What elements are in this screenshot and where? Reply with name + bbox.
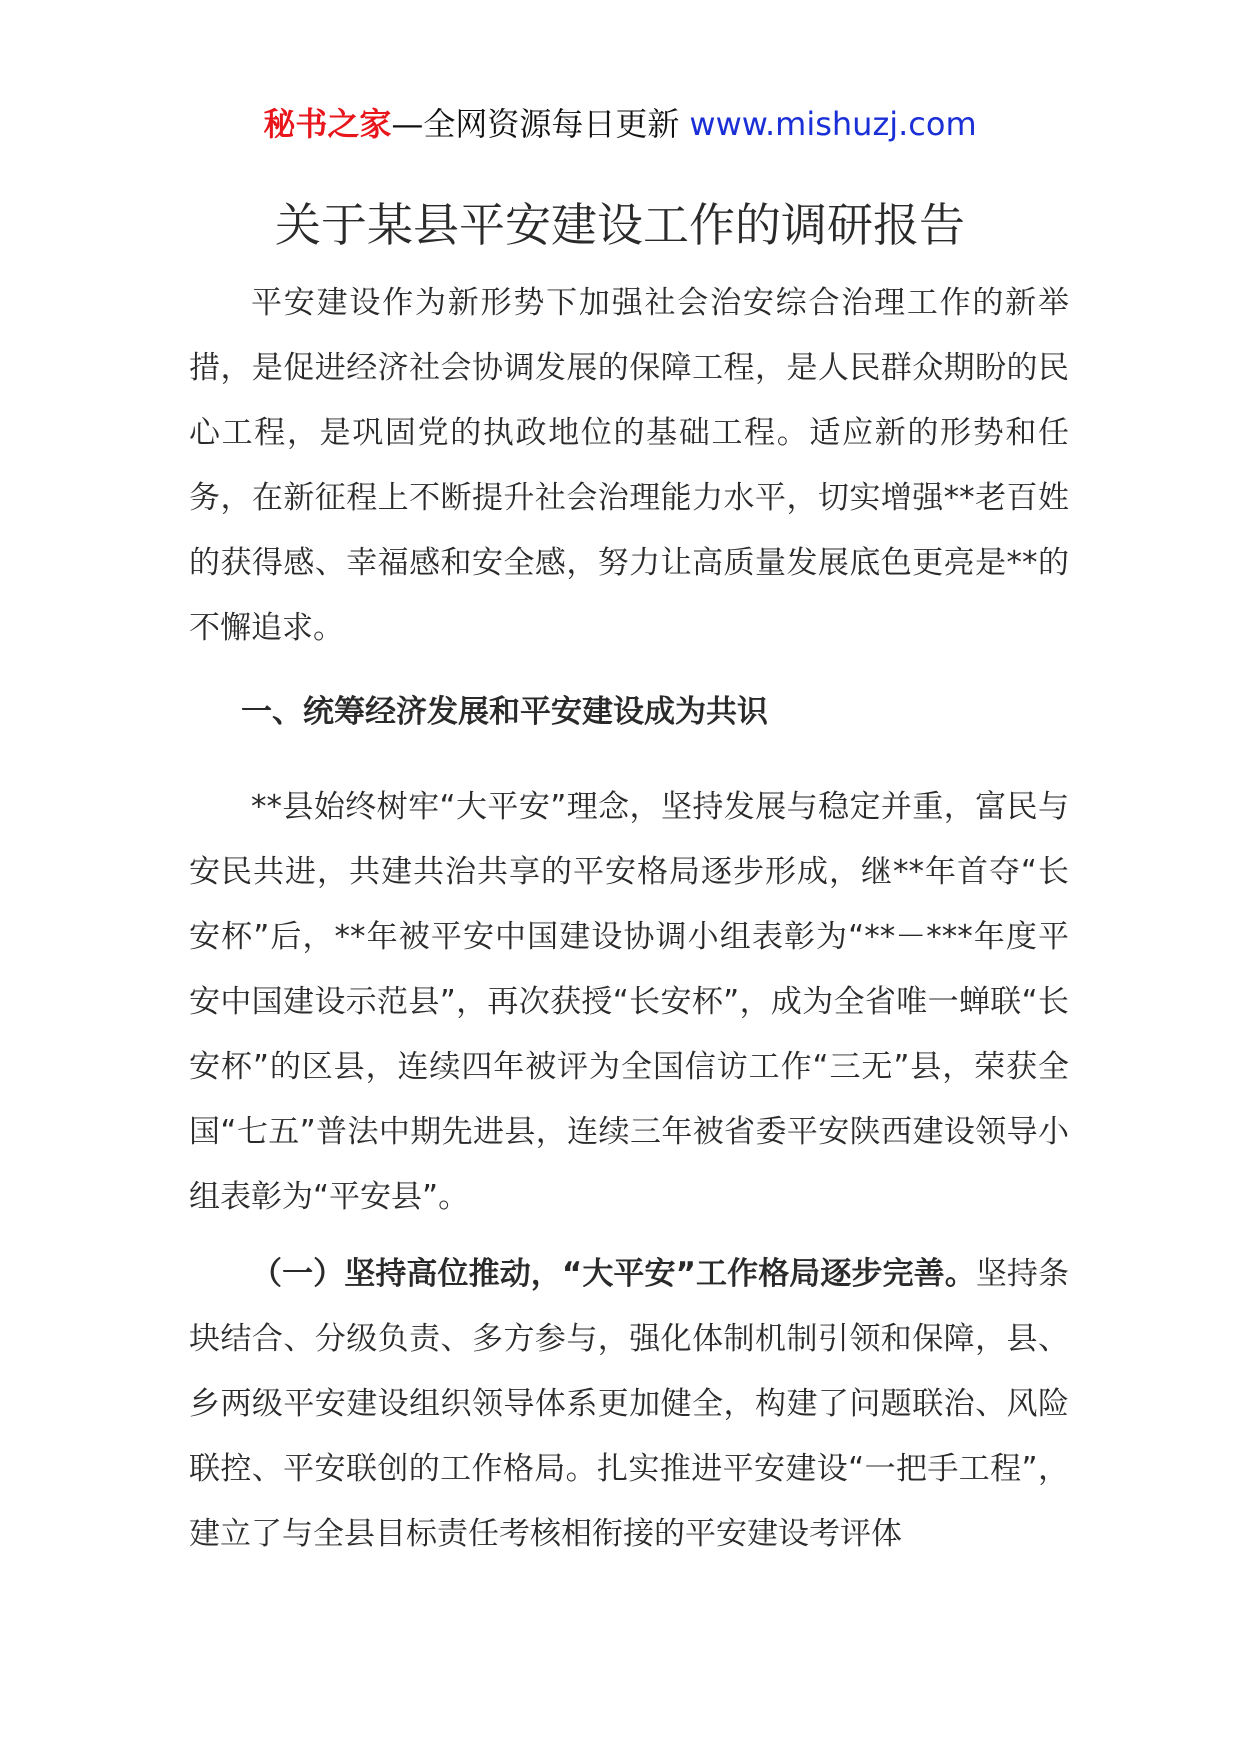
site-url-link[interactable]: www.mishuzj.com xyxy=(689,105,977,143)
section1-paragraph: **县始终树牢“大平安”理念，坚持发展与稳定并重，富民与安民共进，共建共治共享的平安格局逐步形成，继**年首夺“长安杯”后，**年被平安中国建设协调小组表彰为“**－***年度平安中国建设示范县”，再次获授“长安杯”，成为全省唯一蝉联“长安杯”的区县，连续四年被评为全国信访工作“三无”县，荣获全国“七五”普法中期先进县，连续三年被省委平安陕西建设领导小组表彰为“平安县”。 xyxy=(189,789,1069,1215)
site-header xyxy=(0,100,1240,148)
intro-paragraph-block xyxy=(189,271,1069,661)
section1-paragraph-block xyxy=(189,775,1069,1230)
subsection1-paragraph xyxy=(189,1242,1069,1567)
subsection-heading-1: （一）坚持高位推动，“大平安”工作格局逐步完善。 xyxy=(251,1256,976,1292)
intro-paragraph: 平安建设作为新形势下加强社会治安综合治理工作的新举措，是促进经济社会协调发展的保障工程，是人民群众期盼的民心工程，是巩固党的执政地位的基础工程。适应新的形势和任务，在新征程上不断提升社会治理能力水平，切实增强**老百姓的获得感、幸福感和安全感，努力让高质量发展底色更亮是**的不懈追求。 xyxy=(189,285,1069,646)
section-heading-1: 一、统筹经济发展和平安建设成为共识 xyxy=(241,694,768,730)
brand-name: 秘书之家 xyxy=(263,105,392,143)
document-title: 关于某县平安建设工作的调研报告 xyxy=(275,198,965,252)
site-slogan: —全网资源每日更新 xyxy=(391,105,680,143)
subsection1-body: 坚持条块结合、分级负责、多方参与，强化体制机制引领和保障，县、乡两级平安建设组织领导体系更加健全，构建了问题联治、风险联控、平安联创的工作格局。扎实推进平安建设“一把手工程”，建立了与全县目标责任考核相衔接的平安建设考评体 xyxy=(189,1256,1070,1552)
subsection1-paragraph-block xyxy=(189,1242,1069,1567)
